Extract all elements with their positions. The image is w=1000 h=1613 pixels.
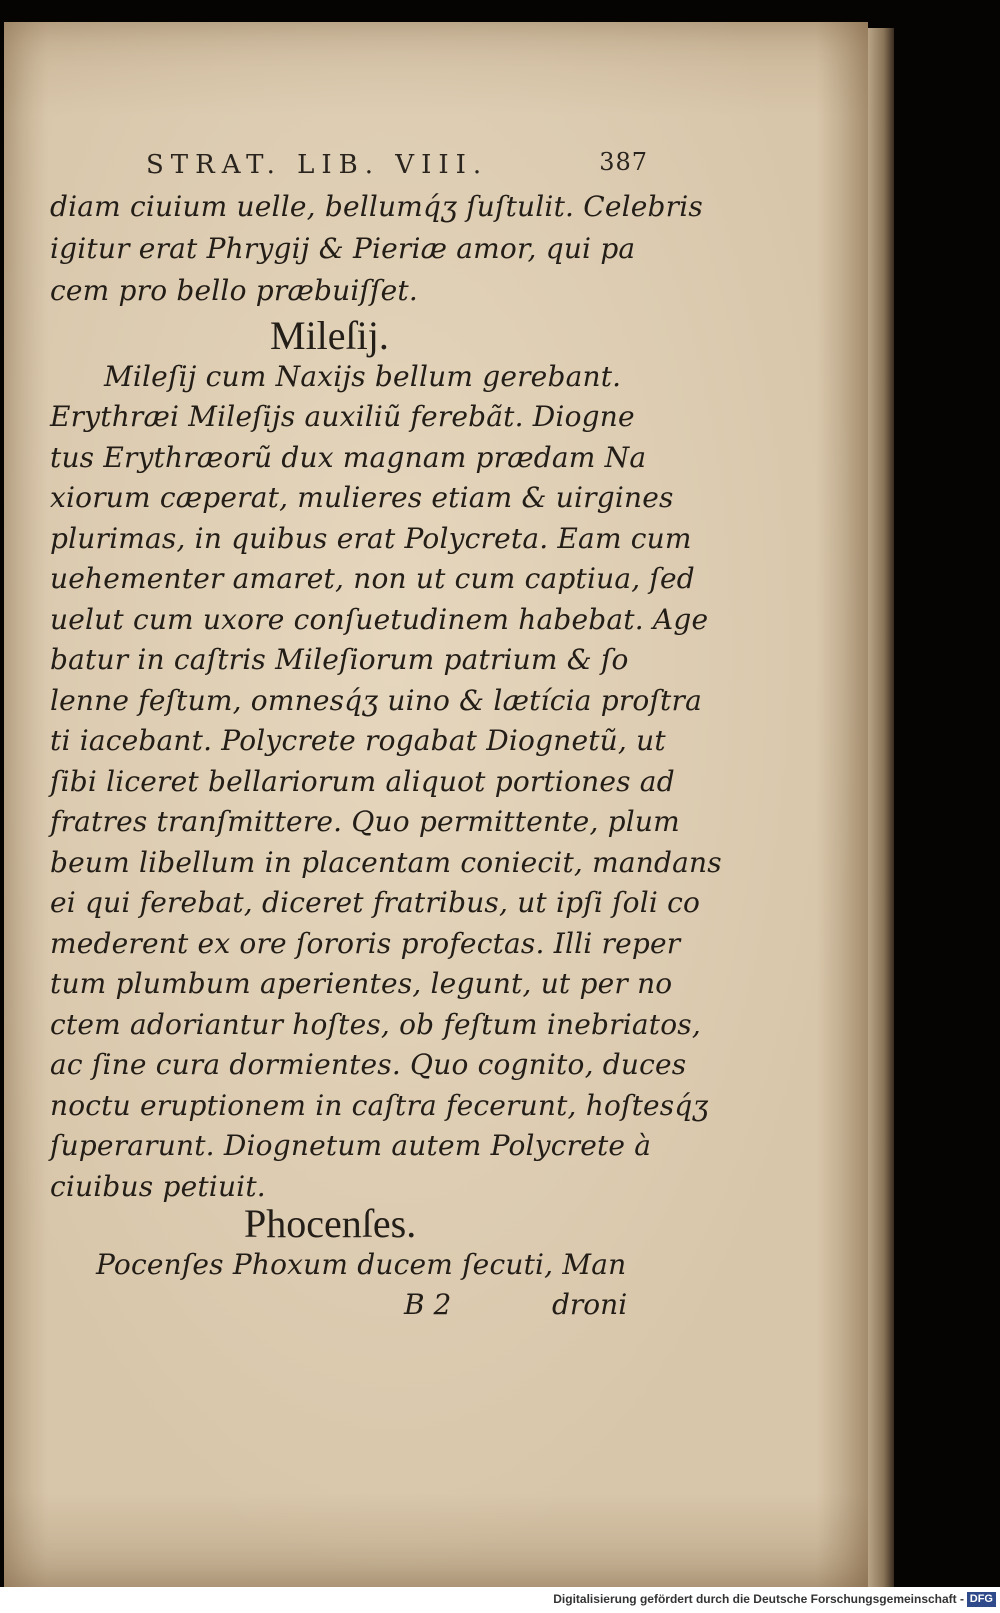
funding-credit: Digitalisierung gefördert durch die Deutsche Forschungsgemeinschaft - bbox=[553, 1592, 964, 1606]
text-line: ei qui ferebat, diceret fratribus, ut ipſi ſoli co bbox=[50, 886, 701, 919]
text-line: tus Erythræorũ dux magnam prædam Na bbox=[50, 441, 647, 474]
text-line: ac ſine cura dormientes. Quo cognito, duces bbox=[50, 1048, 687, 1081]
text-line: xiorum cæperat, mulieres etiam & uirgines bbox=[50, 481, 674, 514]
text-line: mederent ex ore ſororis profectas. Illi reper bbox=[50, 927, 681, 960]
text-line: ſuperarunt. Diognetum autem Polycrete à bbox=[50, 1129, 652, 1162]
text-line: diam ciuium uelle, bellumq́ʒ ſuſtulit. Celebris bbox=[50, 190, 703, 223]
catchword: droni bbox=[552, 1288, 628, 1321]
section-heading-phocenses: Phocenſes. bbox=[244, 1201, 417, 1246]
text-line: plurimas, in quibus erat Polycreta. Eam cum bbox=[50, 522, 692, 555]
running-head-title: STRAT. LIB. VIII. bbox=[146, 150, 489, 180]
text-line: igitur erat Phrygij & Pieriæ amor, qui pa bbox=[50, 232, 636, 265]
text-line: tum plumbum aperientes, legunt, ut per no bbox=[50, 967, 673, 1000]
text-line: uehementer amaret, non ut cum captiua, ſed bbox=[50, 562, 695, 595]
text-line: ciuibus petiuit. bbox=[50, 1170, 266, 1203]
footer-bar bbox=[0, 1587, 1000, 1613]
text-line: ctem adoriantur hoſtes, ob feſtum inebriatos, bbox=[50, 1008, 701, 1041]
text-line: Pocenſes Phoxum ducem ſecuti, Man bbox=[96, 1248, 627, 1281]
text-line: ſibi liceret bellariorum aliquot portiones ad bbox=[50, 765, 675, 798]
text-line: lenne feſtum, omnesq́ʒ uino & lætícia proſtra bbox=[50, 684, 702, 717]
text-line: noctu eruptionem in caſtra fecerunt, hoſtesq́ʒ bbox=[50, 1089, 709, 1122]
text-line: batur in caſtris Mileſiorum patrium & ſo bbox=[50, 643, 629, 676]
running-head bbox=[140, 148, 648, 190]
signature-mark: B 2 bbox=[404, 1288, 452, 1321]
text-line: Erythræi Mileſijs auxiliũ ferebãt. Diogne bbox=[50, 400, 635, 433]
text-line: Mileſij cum Naxijs bellum gerebant. bbox=[104, 360, 622, 393]
text-line: cem pro bello præbuiſſet. bbox=[50, 274, 418, 307]
text-line: beum libellum in placentam coniecit, mandans bbox=[50, 846, 722, 879]
text-line: uelut cum uxore conſuetudinem habebat. Age bbox=[50, 603, 709, 636]
dfg-logo: DFG bbox=[967, 1592, 996, 1607]
text-line: fratres tranſmittere. Quo permittente, plum bbox=[50, 805, 680, 838]
page-edge bbox=[868, 28, 894, 1588]
section-heading-milesii: Mileſij. bbox=[270, 313, 389, 358]
text-line: ti iacebant. Polycrete rogabat Diognetũ, ut bbox=[50, 724, 666, 757]
page-number: 387 bbox=[599, 148, 648, 176]
